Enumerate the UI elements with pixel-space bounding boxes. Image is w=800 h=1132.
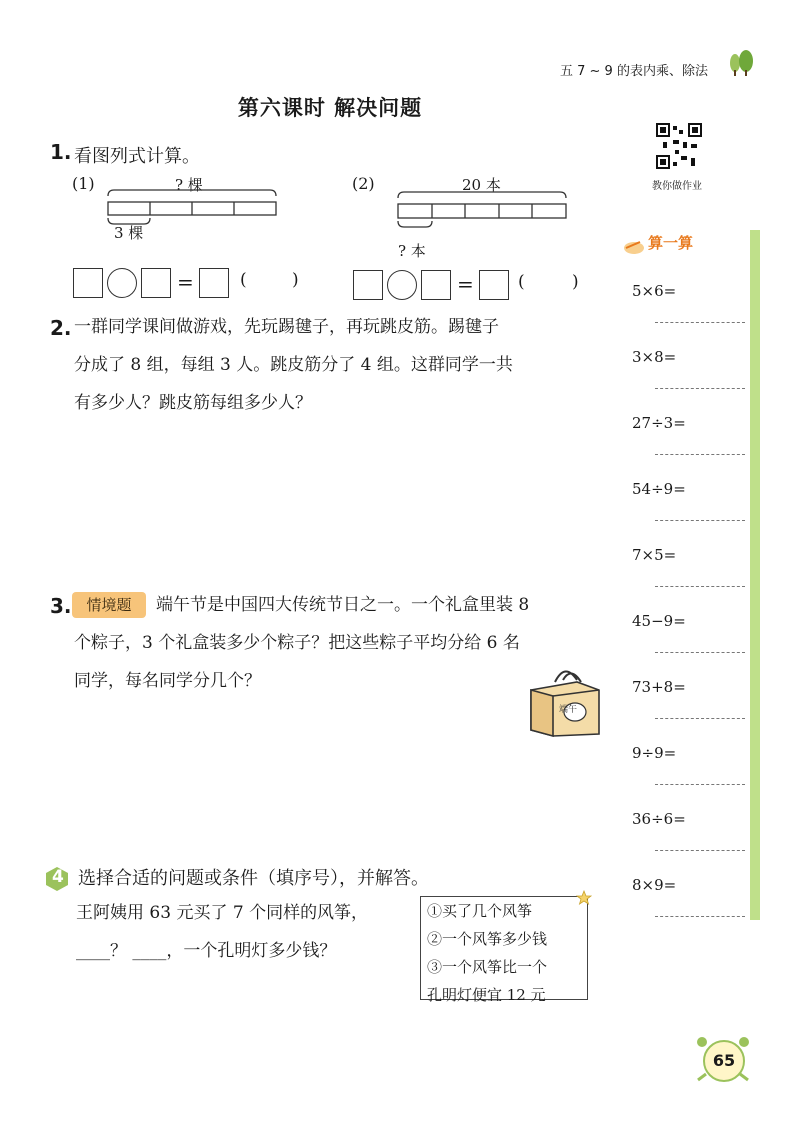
q1-number: 1. xyxy=(50,140,72,164)
calc-answer-line[interactable] xyxy=(655,586,745,587)
q3-line-1: 端午节是中国四大传统节日之一。一个礼盒里装 8 xyxy=(156,595,530,615)
calc-item: 5×6= xyxy=(632,282,677,300)
q1-part2-operator-circle[interactable] xyxy=(387,270,417,300)
calc-item: 45−9= xyxy=(632,612,686,630)
qr-caption: 教你做作业 xyxy=(652,181,702,192)
q1-part1-equals: = xyxy=(177,270,194,294)
q4-option-2: ②一个风筝多少钱 xyxy=(427,930,548,948)
calc-answer-line[interactable] xyxy=(655,784,745,785)
calc-item: 54÷9= xyxy=(632,480,686,498)
q1-part1-operator-circle[interactable] xyxy=(107,268,137,298)
gift-box-text: 端午 xyxy=(559,705,578,715)
q2-line-1: 一群同学课间做游戏，先玩踢毽子，再玩跳皮筋。踢毽子 xyxy=(74,317,499,337)
q2-line-3: 有多少人？跳皮筋每组多少人？ xyxy=(74,393,312,413)
calc-item: 7×5= xyxy=(632,546,677,564)
q1-part2-top-label: 20 本 xyxy=(462,176,501,194)
calc-answer-line[interactable] xyxy=(655,718,745,719)
pencil-icon xyxy=(622,236,646,256)
q1-text: 看图列式计算。 xyxy=(74,146,200,167)
q4-number: 4 xyxy=(52,867,64,887)
q3-number: 3. xyxy=(50,594,72,618)
q1-part1-bottom-label: 3 棵 xyxy=(114,224,144,242)
q4-option-3: ③一个风筝比一个 xyxy=(427,958,548,976)
calc-answer-line[interactable] xyxy=(655,388,745,389)
q1-part2-answer-box[interactable] xyxy=(479,270,509,300)
q1-part2-box-1[interactable] xyxy=(353,270,383,300)
q1-part2-paren-close: ) xyxy=(572,272,579,292)
q1-part2-equals: = xyxy=(457,272,474,296)
calc-item: 8×9= xyxy=(632,876,677,894)
calc-item: 3×8= xyxy=(632,348,677,366)
calc-item: 73+8= xyxy=(632,678,686,696)
q4-option-1: ①买了几个风筝 xyxy=(427,902,533,920)
q1-part2-bottom-label: ? 本 xyxy=(398,242,426,260)
tree-icon xyxy=(726,48,756,78)
calc-answer-line[interactable] xyxy=(655,916,745,917)
q1-part1-paren-open: ( xyxy=(240,270,247,290)
q4-title: 选择合适的问题或条件（填序号），并解答。 xyxy=(78,868,429,889)
calc-panel-stripe xyxy=(750,230,760,920)
q1-part2-diagram xyxy=(395,190,575,240)
q4-line-1: 王阿姨用 63 元买了 7 个同样的风筝， xyxy=(76,903,369,923)
gift-box-icon xyxy=(525,660,605,740)
calc-answer-line[interactable] xyxy=(655,520,745,521)
page-number: 65 xyxy=(703,1040,745,1082)
q1-part2-paren-open: ( xyxy=(518,272,525,292)
q1-part2-box-2[interactable] xyxy=(421,270,451,300)
calc-answer-line[interactable] xyxy=(655,850,745,851)
qr-code[interactable] xyxy=(655,122,703,170)
q3-line-3: 同学，每名同学分几个？ xyxy=(74,671,261,691)
calc-item: 27÷3= xyxy=(632,414,686,432)
calc-answer-line[interactable] xyxy=(655,454,745,455)
q3-line-2: 个粽子，3 个礼盒装多少个粽子？把这些粽子平均分给 6 名 xyxy=(74,633,520,653)
calc-answer-line[interactable] xyxy=(655,322,745,323)
q1-part1-answer-box[interactable] xyxy=(199,268,229,298)
q4-line-2: ____？ ____，一个孔明灯多少钱？ xyxy=(76,941,337,961)
calc-item: 9÷9= xyxy=(632,744,677,762)
calc-title: 算一算 xyxy=(648,234,694,252)
chapter-title: 五 7 ~ 9 的表内乘、除法 xyxy=(560,64,708,79)
q1-part1-box-1[interactable] xyxy=(73,268,103,298)
q1-part1-top-label: ? 棵 xyxy=(175,176,203,194)
lesson-title: 第六课时 解决问题 xyxy=(237,96,423,120)
q2-body xyxy=(74,308,604,422)
q1-part1-box-2[interactable] xyxy=(141,268,171,298)
q1-part1-label: (1) xyxy=(72,174,95,193)
q1-part2-label: (2) xyxy=(352,174,375,193)
q4-options-box xyxy=(420,896,588,1004)
calc-answer-line[interactable] xyxy=(655,652,745,653)
scenario-tag: 情境题 xyxy=(72,592,146,618)
q1-part1-paren-close: ) xyxy=(292,270,299,290)
star-icon xyxy=(576,890,592,906)
q2-line-2: 分成了 8 组，每组 3 人。跳皮筋分了 4 组。这群同学一共 xyxy=(74,355,513,375)
calc-item: 36÷6= xyxy=(632,810,686,828)
q2-number: 2. xyxy=(50,316,72,340)
q4-option-3-cont: 孔明灯便宜 12 元 xyxy=(427,986,546,1004)
